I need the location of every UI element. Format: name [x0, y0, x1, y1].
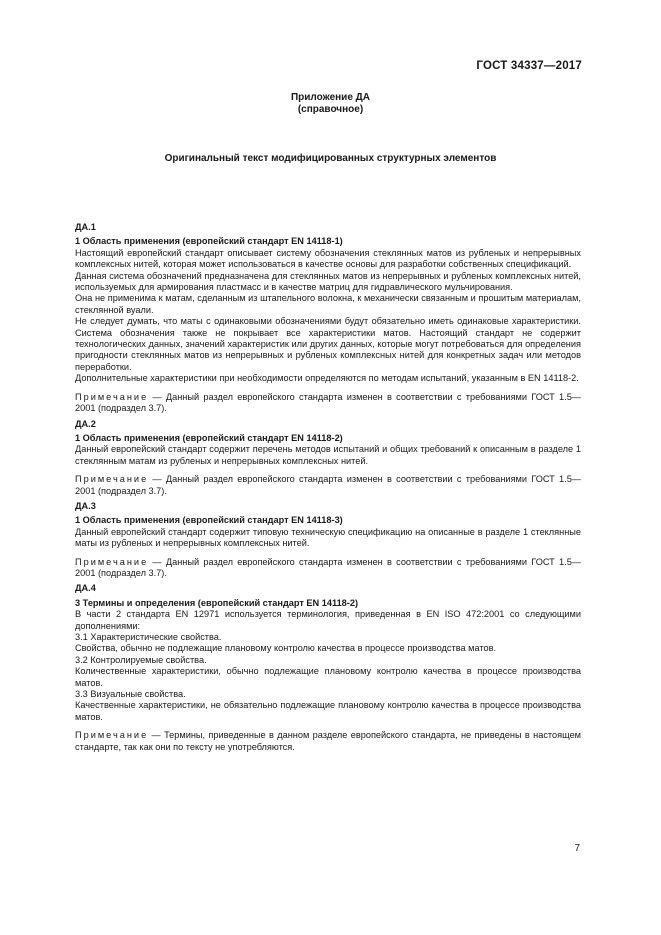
note	[75, 392, 581, 415]
section-da4	[75, 583, 581, 753]
paragraph: Не следует думать, что маты с одинаковыми обозначениями будут обязательно иметь одинаковые характеристики. Система обозначения также не покрывает все характеристики матов. Настоящий стандарт не содержит технологических данных, значений характеристик или других данных, которые могут потребоваться для определения пригодности стеклянных матов из непрерывных и рубленых комплексных нитей для конкретных задач или методов переработки.	[75, 316, 581, 372]
section-heading: 1 Область применения (европейский стандарт EN 14118-2)	[75, 432, 343, 443]
paragraph: Она не применима к матам, сделанным из штапельного волокна, к механически связанным и прошитым материалам, стеклянной вуали.	[75, 293, 581, 315]
annex-subtitle: (справочное)	[297, 104, 364, 115]
annex-heading	[0, 92, 661, 116]
section-number: ДА.1	[75, 222, 96, 232]
note-text: — Данный раздел европейского стандарта изменен в соответствии с требованиями ГОСТ 1.5—2001 (подраздел 3.7).	[75, 474, 581, 496]
document-header-code: ГОСТ 34337—2017	[476, 60, 582, 72]
section-number: ДА.2	[75, 418, 96, 429]
paragraph: Свойства, обычно не подлежащие плановому контролю качества в процессе производства матов.	[75, 643, 497, 654]
section-da1	[75, 222, 581, 415]
note-label: Примечание	[75, 556, 149, 567]
paragraph: Данный европейский стандарт содержит типовую техническую спецификацию на описанные в разделе 1 стеклянные маты из рубленых и непрерывных комплексных нитей.	[75, 526, 581, 549]
section-heading: 3 Термины и определения (европейский стандарт EN 14118-2)	[75, 597, 359, 608]
note-label: Примечание	[75, 730, 149, 741]
document-body	[75, 222, 581, 757]
section-number: ДА.4	[75, 583, 96, 594]
paragraph: Качественные характеристики, не обязательно подлежащие плановому контролю качества в процессе производства матов.	[75, 700, 581, 722]
note	[75, 474, 581, 497]
note-label: Примечание	[75, 391, 149, 402]
paragraph: Настоящий европейский стандарт описывает систему обозначения стеклянных матов из рубленых и непрерывных комплексных нитей, которая может использоваться в качестве основы для разработки собственных спецификаций.	[75, 247, 581, 270]
section-da2	[75, 419, 581, 497]
note-label: Примечание	[75, 474, 149, 485]
note-text: — Термины, приведенные в данном разделе европейского стандарта, не приведены в настоящем стандарте, так как они по тексту не употребляются.	[75, 730, 581, 752]
note-text: — Данный раздел европейского стандарта изменен в соответствии с требованиями ГОСТ 1.5—2001 (подраздел 3.7).	[75, 556, 581, 578]
paragraph: Данная система обозначений предназначена для стеклянных матов из непрерывных и рубленых комплексных нитей, используемых для армирования пластмасс и в качестве матриц для гидравлического мульчирования.	[75, 270, 581, 293]
page-number: 7	[574, 843, 580, 854]
note	[75, 557, 581, 580]
note	[75, 730, 581, 753]
section-heading: 1 Область применения (европейский стандарт EN 14118-3)	[75, 515, 343, 526]
section-number: ДА.3	[75, 500, 96, 511]
document-title: Оригинальный текст модифицированных структурных элементов	[164, 153, 497, 164]
paragraph: Дополнительные характеристики при необходимости определяются по методам испытаний, указанным в EN 14118-2.	[75, 373, 579, 384]
section-da3	[75, 501, 581, 579]
paragraph: В части 2 стандарта EN 12971 используется терминология, приведенная в EN ISO 472:2001 со следующими дополнениями:	[75, 609, 581, 631]
paragraph: 3.2 Контролируемые свойства.	[75, 654, 207, 665]
paragraph: 3.3 Визуальные свойства.	[75, 689, 186, 700]
paragraph: Количественные характеристики, обычно подлежащие плановому контролю качества в процессе производства матов.	[75, 666, 581, 688]
paragraph: Данный европейский стандарт содержит перечень методов испытаний и общих требований к описанным в разделе 1 стеклянным матам из рубленых и непрерывных комплексных нитей.	[75, 444, 581, 466]
paragraph: 3.1 Характеристические свойства.	[75, 632, 222, 642]
annex-title: Приложение ДА	[290, 92, 371, 103]
section-heading: 1 Область применения (европейский стандарт EN 14118-1)	[75, 236, 343, 247]
note-text: — Данный раздел европейского стандарта изменен в соответствии с требованиями ГОСТ 1.5—2001 (подраздел 3.7).	[75, 391, 581, 414]
